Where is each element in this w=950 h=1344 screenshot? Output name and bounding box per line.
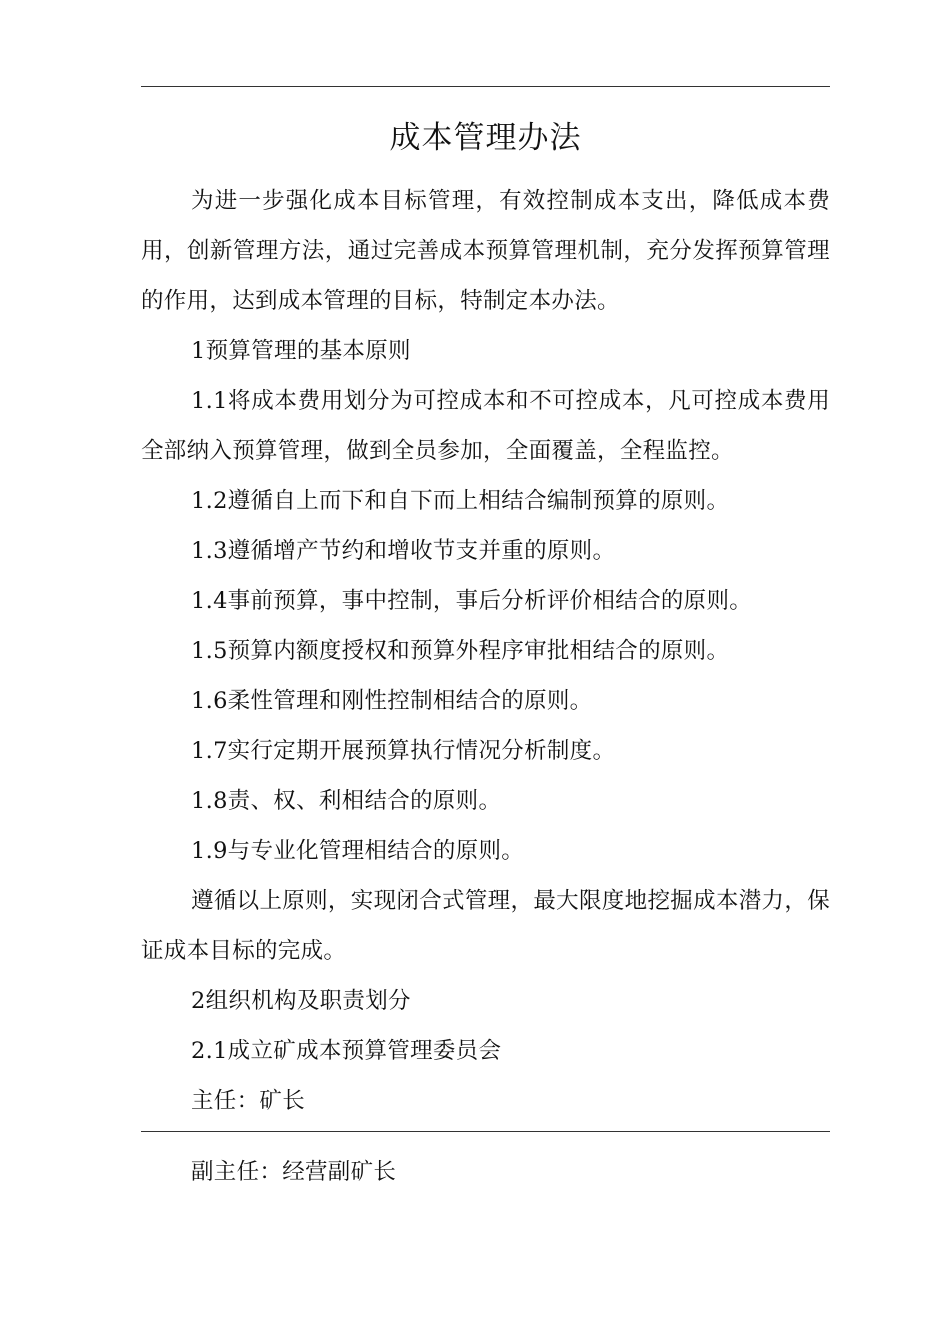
section-heading-2: 2组织机构及职责划分 (191, 988, 411, 1014)
next-page-body (141, 1147, 830, 1197)
section-heading-1: 1预算管理的基本原则 (191, 338, 411, 364)
paragraph-deputy-director: 副主任：经营副矿长 (191, 1159, 397, 1185)
paragraph-1-5: 1.5预算内额度授权和预算外程序审批相结合的原则。 (191, 638, 730, 664)
paragraph-director: 主任：矿长 (191, 1088, 306, 1114)
document-body (141, 176, 830, 1126)
paragraph-summary: 遵循以上原则，实现闭合式管理，最大限度地挖掘成本潜力，保证成本目标的完成。 (141, 888, 830, 964)
paragraph-1-6: 1.6柔性管理和刚性控制相结合的原则。 (191, 688, 593, 714)
paragraph-2-1: 2.1成立矿成本预算管理委员会 (191, 1038, 502, 1064)
paragraph-1-4: 1.4事前预算，事中控制，事后分析评价相结合的原则。 (191, 588, 753, 614)
document-title: 成本管理办法 (389, 120, 582, 156)
header-rule (141, 86, 830, 87)
paragraph-1-9: 1.9与专业化管理相结合的原则。 (191, 838, 525, 864)
paragraph-1-1: 1.1将成本费用划分为可控成本和不可控成本，凡可控成本费用全部纳入预算管理，做到全员参加，全面覆盖，全程监控。 (141, 388, 830, 464)
paragraph-1-3: 1.3遵循增产节约和增收节支并重的原则。 (191, 538, 616, 564)
paragraph-1-2: 1.2遵循自上而下和自下而上相结合编制预算的原则。 (191, 488, 730, 514)
paragraph-1-8: 1.8责、权、利相结合的原则。 (191, 788, 502, 814)
paragraph-1-7: 1.7实行定期开展预算执行情况分析制度。 (191, 738, 616, 764)
page-break-rule (141, 1131, 830, 1132)
paragraph-intro: 为进一步强化成本目标管理，有效控制成本支出，降低成本费用，创新管理方法，通过完善成本预算管理机制，充分发挥预算管理的作用，达到成本管理的目标，特制定本办法。 (141, 188, 830, 314)
